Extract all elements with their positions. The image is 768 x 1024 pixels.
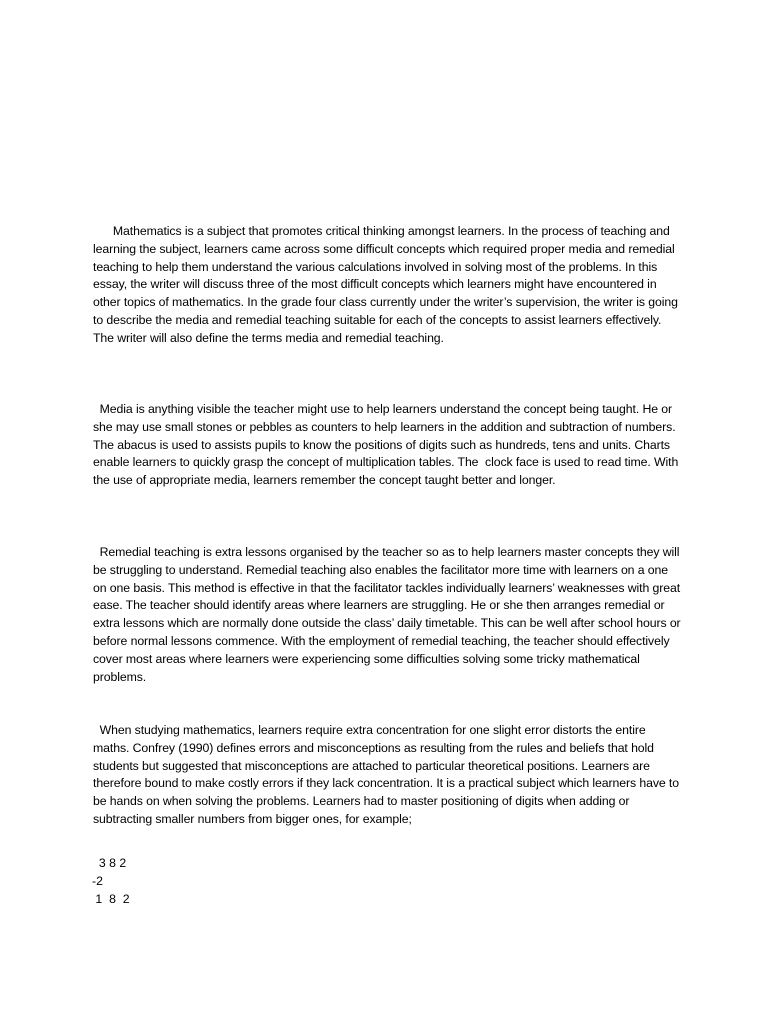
calculation-line-subtrahend: -2 [92,874,103,888]
paragraph-introduction: Mathematics is a subject that promotes critical thinking amongst learners. In the process of teaching and learning the subject, learners came across some difficult concepts which required proper media and remedial teaching to help them understand the various calculations involved in solving most of the problems. In this essay, the writer will discuss three of the most difficult concepts which learners might have encountered in other topics of mathematics. In the grade four class currently under the writer’s supervision, the writer is going to describe the media and remedial teaching suitable for each of the concepts to assist learners effectively. The writer will also define the terms media and remedial teaching. [93,224,682,345]
paragraph-concentration: When studying mathematics, learners require extra concentration for one slight error distorts the entire maths. Confrey (1990) defines errors and misconceptions as resulting from the rules and beliefs that hold students but suggested that misconceptions are attached to particular theoretical positions. Learners are therefore bound to make costly errors if they lack concentration. It is a practical subject which learners have to be hands on when solving the problems. Learners had to master positioning of digits when adding or subtracting smaller numbers from bigger ones, for example; [93,723,683,826]
paragraph-media: Media is anything visible the teacher might use to help learners understand the concept being taught. He or she may use small stones or pebbles as counters to help learners in the addition and subtraction of numbers. The abacus is used to assists pupils to know the positions of digits such as hundreds, tens and units. Charts enable learners to quickly grasp the concept of multiplication tables. The clock face is used to read time. With the use of appropriate media, learners remember the concept taught better and longer. [93,402,682,488]
calculation-line-minuend: 3 8 2 [92,856,127,870]
paragraph-remedial-teaching: Remedial teaching is extra lessons organised by the teacher so as to help learners master concepts they will be struggling to understand. Remedial teaching also enables the facilitator more time with learners on a one on one basis. This method is effective in that the facilitator tackles individually learners’ weaknesses with great ease. The teacher should identify areas where learners are struggling. He or she then arranges remedial or extra lessons which are normally done outside the class’ daily timetable. This can be well after school hours or before normal lessons commence. With the employment of remedial teaching, the teacher should effectively cover most areas where learners were experiencing some difficulties solving some tricky mathematical problems. [93,545,684,684]
calculation-line-result: 1 8 2 [92,892,130,906]
